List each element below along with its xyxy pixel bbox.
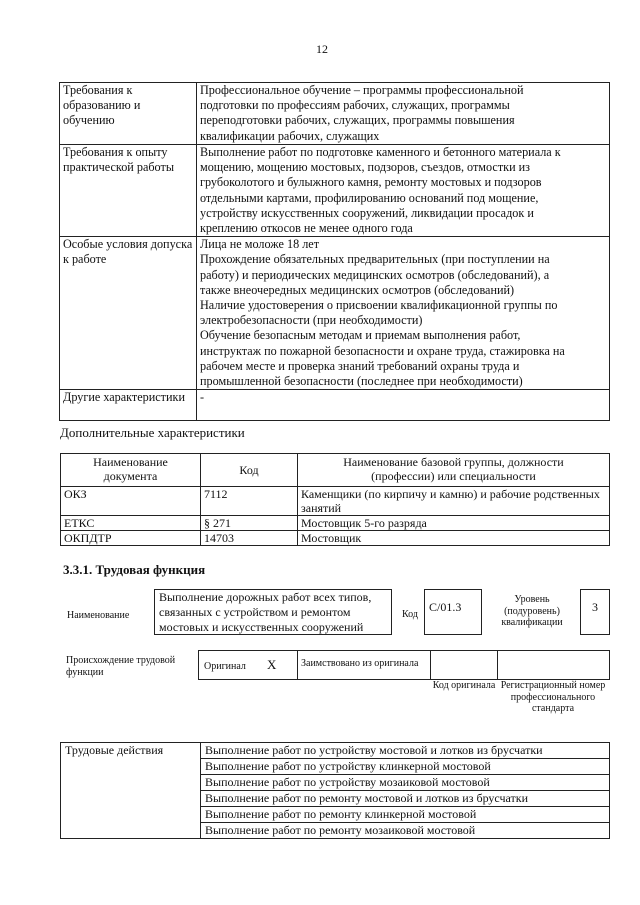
- table-row: [60, 83, 610, 145]
- cell-code: 7112: [201, 487, 298, 516]
- table-header: [61, 454, 610, 487]
- row-label: Требования к образованию и обучению: [60, 83, 197, 145]
- table-row: [61, 487, 610, 516]
- code-label: Код: [402, 609, 418, 620]
- row-label: Другие характеристики: [60, 390, 197, 421]
- original-mark: X: [267, 657, 277, 672]
- origin-box-borrowed: [297, 650, 431, 680]
- row-value: Выполнение работ по подготовке каменного и бетонного материала к мощению, мощению мостовых, подзоров, съездов, отмостки из грубоколотого и булыжного камня, ремонту мостовых и подзоров отдельными картами, профилированию оснований под мощение, устройству искусственных сооружений, ликвидации просадок и креплению откосов не менее одного года: [197, 145, 610, 237]
- cell-name: Каменщики (по кирпичу и камню) и рабочие родственных занятий: [298, 487, 610, 516]
- labor-action-item: Выполнение работ по ремонту клинкерной мостовой: [201, 807, 610, 823]
- labor-action-item: Выполнение работ по ремонту мостовой и лотков из брусчатки: [201, 791, 610, 807]
- table-row: [61, 743, 610, 759]
- origin-code-box: [430, 650, 498, 680]
- cell-name: Мостовщик: [298, 531, 610, 546]
- row-value: Профессиональное обучение – программы профессиональной подготовки по профессиям рабочих, служащих, программы переподготовки рабочих, служащих, программы повышения квалификации рабочих, служащих: [197, 83, 610, 145]
- cell-code: § 271: [201, 516, 298, 531]
- level-box: 3: [580, 589, 610, 635]
- labor-action-item: Выполнение работ по устройству мостовой и лотков из брусчатки: [201, 743, 610, 759]
- borrowed-label: Заимствовано из оригинала: [301, 658, 419, 669]
- reg-number-caption: Регистрационный номер профессионального стандарта: [500, 680, 606, 714]
- additional-table: [60, 453, 610, 546]
- header-name: Наименование базовой группы, должности (профессии) или специальности: [298, 454, 610, 487]
- labor-actions-table: [60, 742, 610, 839]
- additional-heading: Дополнительные характеристики: [60, 425, 245, 440]
- origin-box-original: [198, 650, 298, 680]
- header-doc: Наименование документа: [61, 454, 201, 487]
- function-heading: 3.3.1. Трудовая функция: [63, 562, 206, 577]
- reg-number-box: [497, 650, 610, 680]
- page-number: 12: [316, 42, 328, 56]
- original-label: Оригинал: [204, 661, 246, 672]
- row-value: -: [197, 390, 610, 421]
- name-label: Наименование: [67, 610, 130, 621]
- cell-code: 14703: [201, 531, 298, 546]
- origin-label: Происхождение трудовой функции: [66, 655, 176, 678]
- row-value: Лица не моложе 18 лет Прохождение обязательных предварительных (при поступлении на работу) и периодических медицинских осмотров (обследований), а также внеочередных медицинских осмотров (обследований) Наличие удостоверения о присвоении квалификационной группы по электробезопасности (при необходимости) Обучение безопасным методам и приемам выполнения работ, инструктаж по пожарной безопасности и охране труда, стажировка на рабочем месте и проверка знаний требований охраны труда и промышленной безопасности (последнее при необходимости): [197, 237, 610, 390]
- requirements-table: [59, 82, 610, 421]
- labor-actions-label: Трудовые действия: [61, 743, 201, 839]
- header-code: Код: [201, 454, 298, 487]
- level-label: Уровень (подуровень) квалификации: [501, 594, 563, 628]
- table-row: [60, 390, 610, 421]
- table-row: [60, 145, 610, 237]
- labor-action-item: Выполнение работ по устройству клинкерной мостовой: [201, 759, 610, 775]
- labor-action-item: Выполнение работ по устройству мозаиковой мостовой: [201, 775, 610, 791]
- table-row: [61, 516, 610, 531]
- table-row: [61, 531, 610, 546]
- cell-doc: ОКЗ: [61, 487, 201, 516]
- labor-action-item: Выполнение работ по ремонту мозаиковой мостовой: [201, 823, 610, 839]
- cell-name: Мостовщик 5-го разряда: [298, 516, 610, 531]
- row-label: Особые условия допуска к работе: [60, 237, 197, 390]
- row-label: Требования к опыту практической работы: [60, 145, 197, 237]
- cell-doc: ЕТКС: [61, 516, 201, 531]
- function-code-box: C/01.3: [424, 589, 482, 635]
- table-row: [60, 237, 610, 390]
- cell-doc: ОКПДТР: [61, 531, 201, 546]
- origin-code-caption: Код оригинала: [432, 680, 496, 691]
- function-name-box: Выполнение дорожных работ всех типов, связанных с устройством и ремонтом мостовых и искусственных сооружений: [154, 589, 392, 635]
